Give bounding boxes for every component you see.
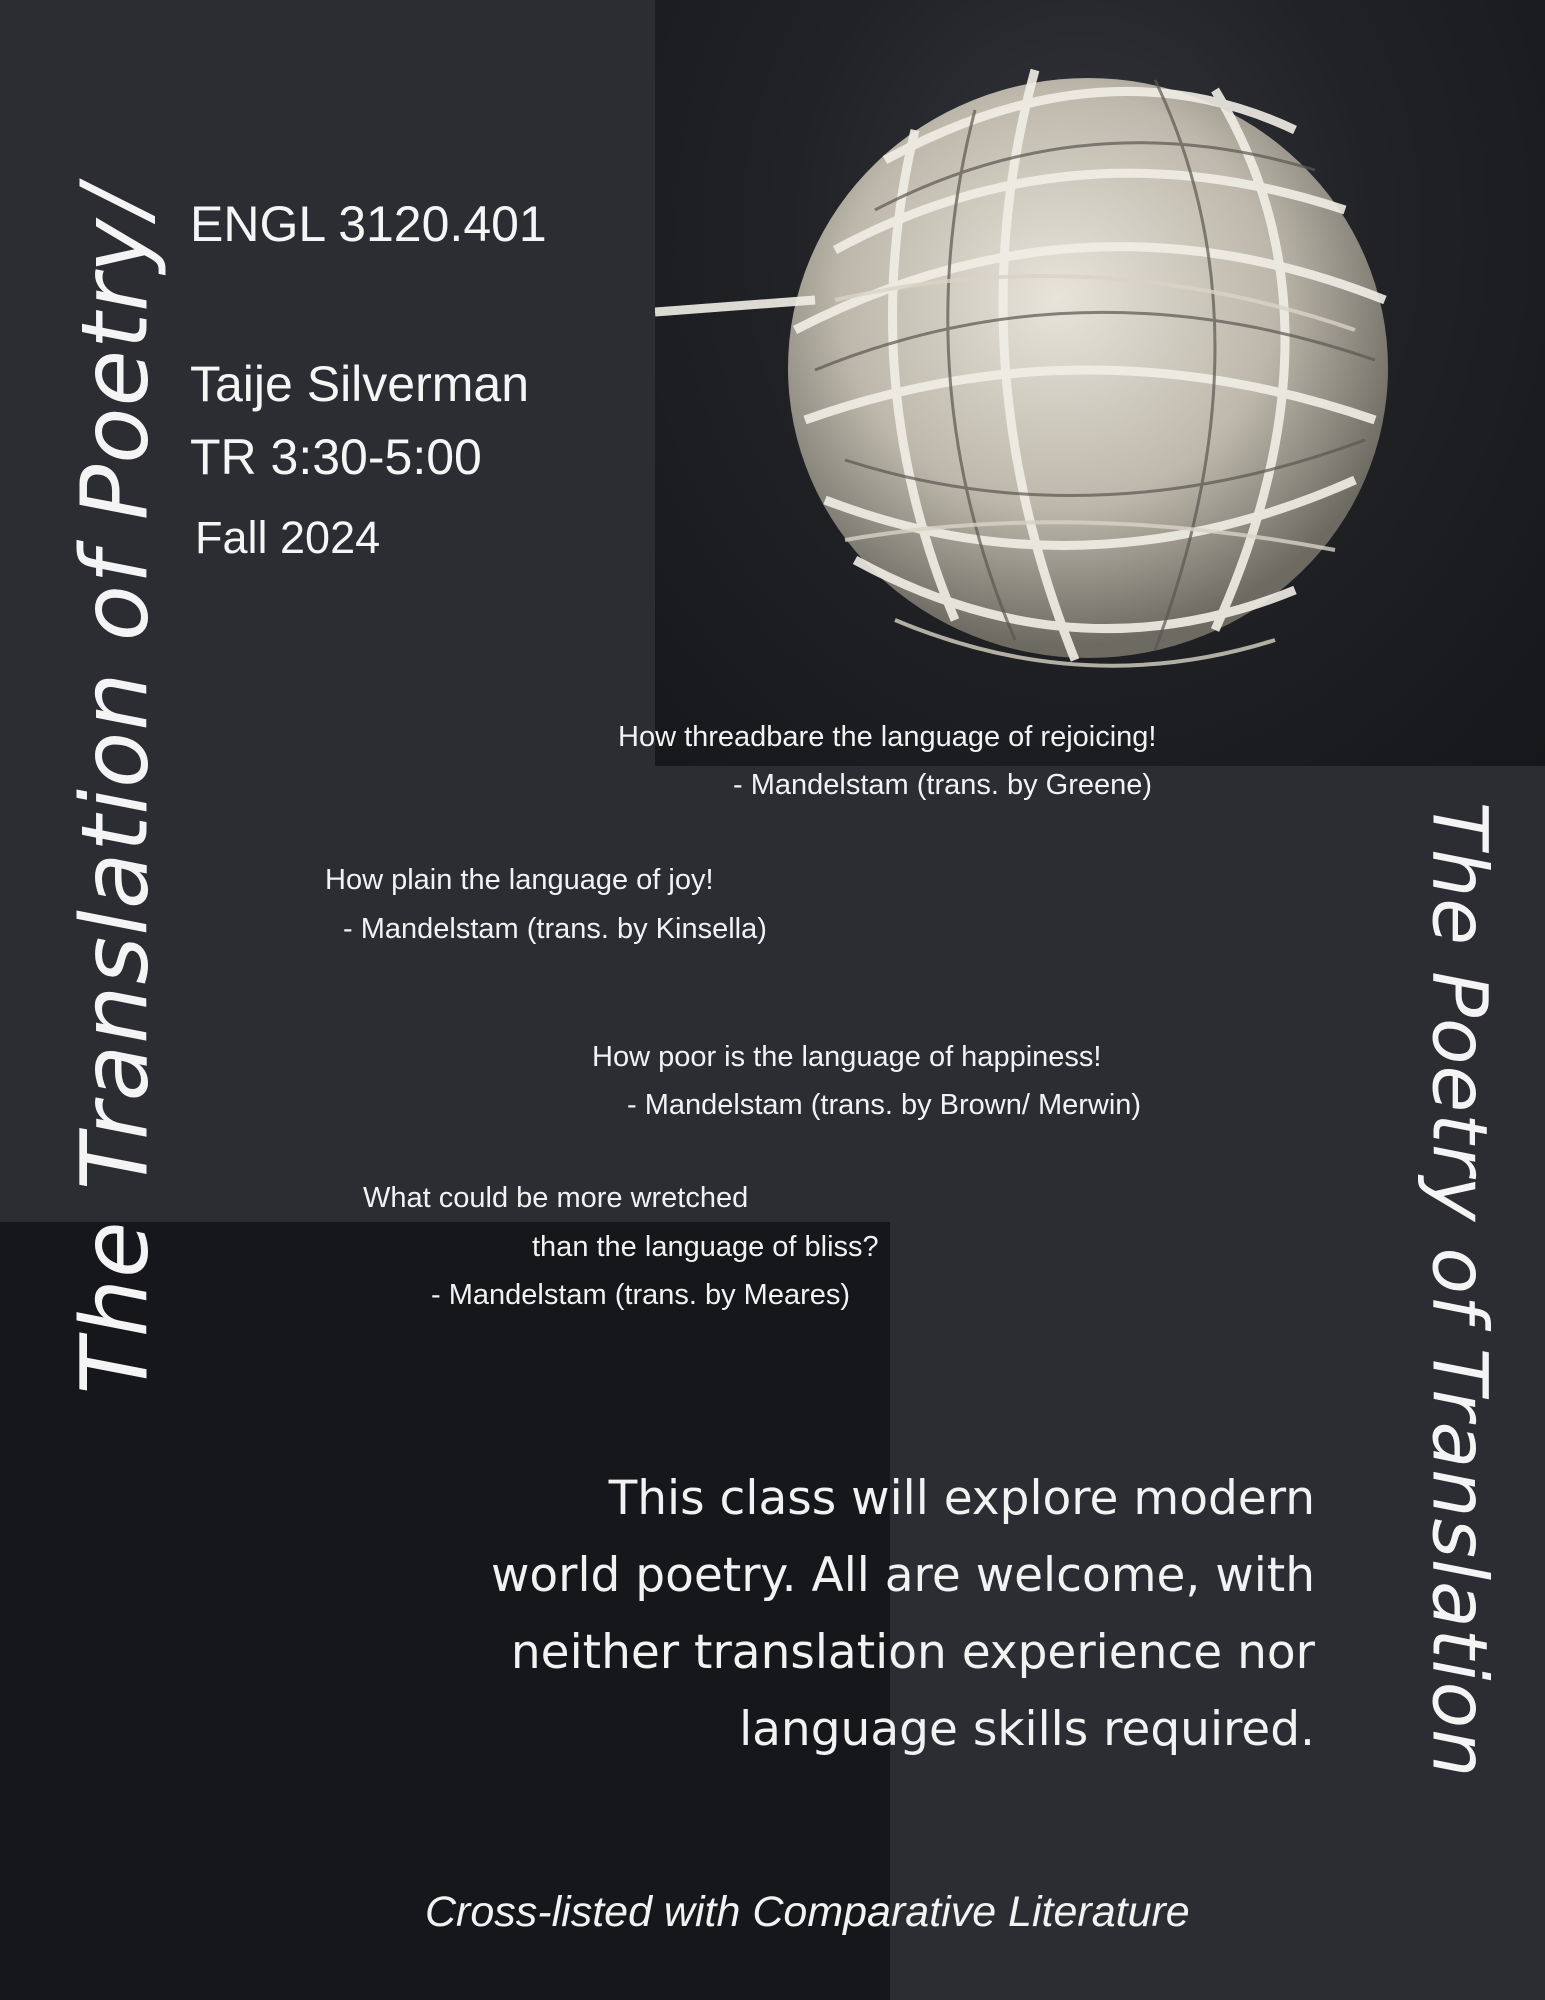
description-line: language skills required. [739, 1702, 1315, 1757]
quote-line: than the language of bliss? [532, 1231, 879, 1263]
vertical-title-right: The Poetry of Translation [1415, 801, 1505, 1779]
quote-attribution: - Mandelstam (trans. by Brown/ Merwin) [627, 1089, 1142, 1121]
quote-line: How threadbare the language of rejoicing! [618, 721, 1157, 753]
description-line: neither translation experience nor [510, 1625, 1315, 1680]
paper-yarn-ball-image [655, 0, 1545, 766]
course-description [315, 1460, 1315, 1768]
quote-attribution: - Mandelstam (trans. by Meares) [431, 1279, 851, 1311]
quote-attribution: - Mandelstam (trans. by Greene) [733, 769, 1153, 801]
term: Fall 2024 [195, 512, 381, 563]
course-code: ENGL 3120.401 [190, 196, 547, 252]
vertical-title-left: The Translation of Poetry/ [61, 185, 169, 1395]
quote-line: How poor is the language of happiness! [592, 1041, 1102, 1073]
crosslisted-note: Cross-listed with Comparative Literature [425, 1888, 1190, 1936]
class-schedule: TR 3:30-5:00 [190, 429, 482, 485]
description-line: world poetry. All are welcome, with [490, 1548, 1315, 1603]
quote-line: What could be more wretched [363, 1182, 749, 1214]
instructor-name: Taije Silverman [190, 356, 530, 412]
quote-line: How plain the language of joy! [325, 864, 714, 896]
description-line: This class will explore modern [608, 1471, 1315, 1526]
quote-attribution: - Mandelstam (trans. by Kinsella) [343, 913, 767, 945]
